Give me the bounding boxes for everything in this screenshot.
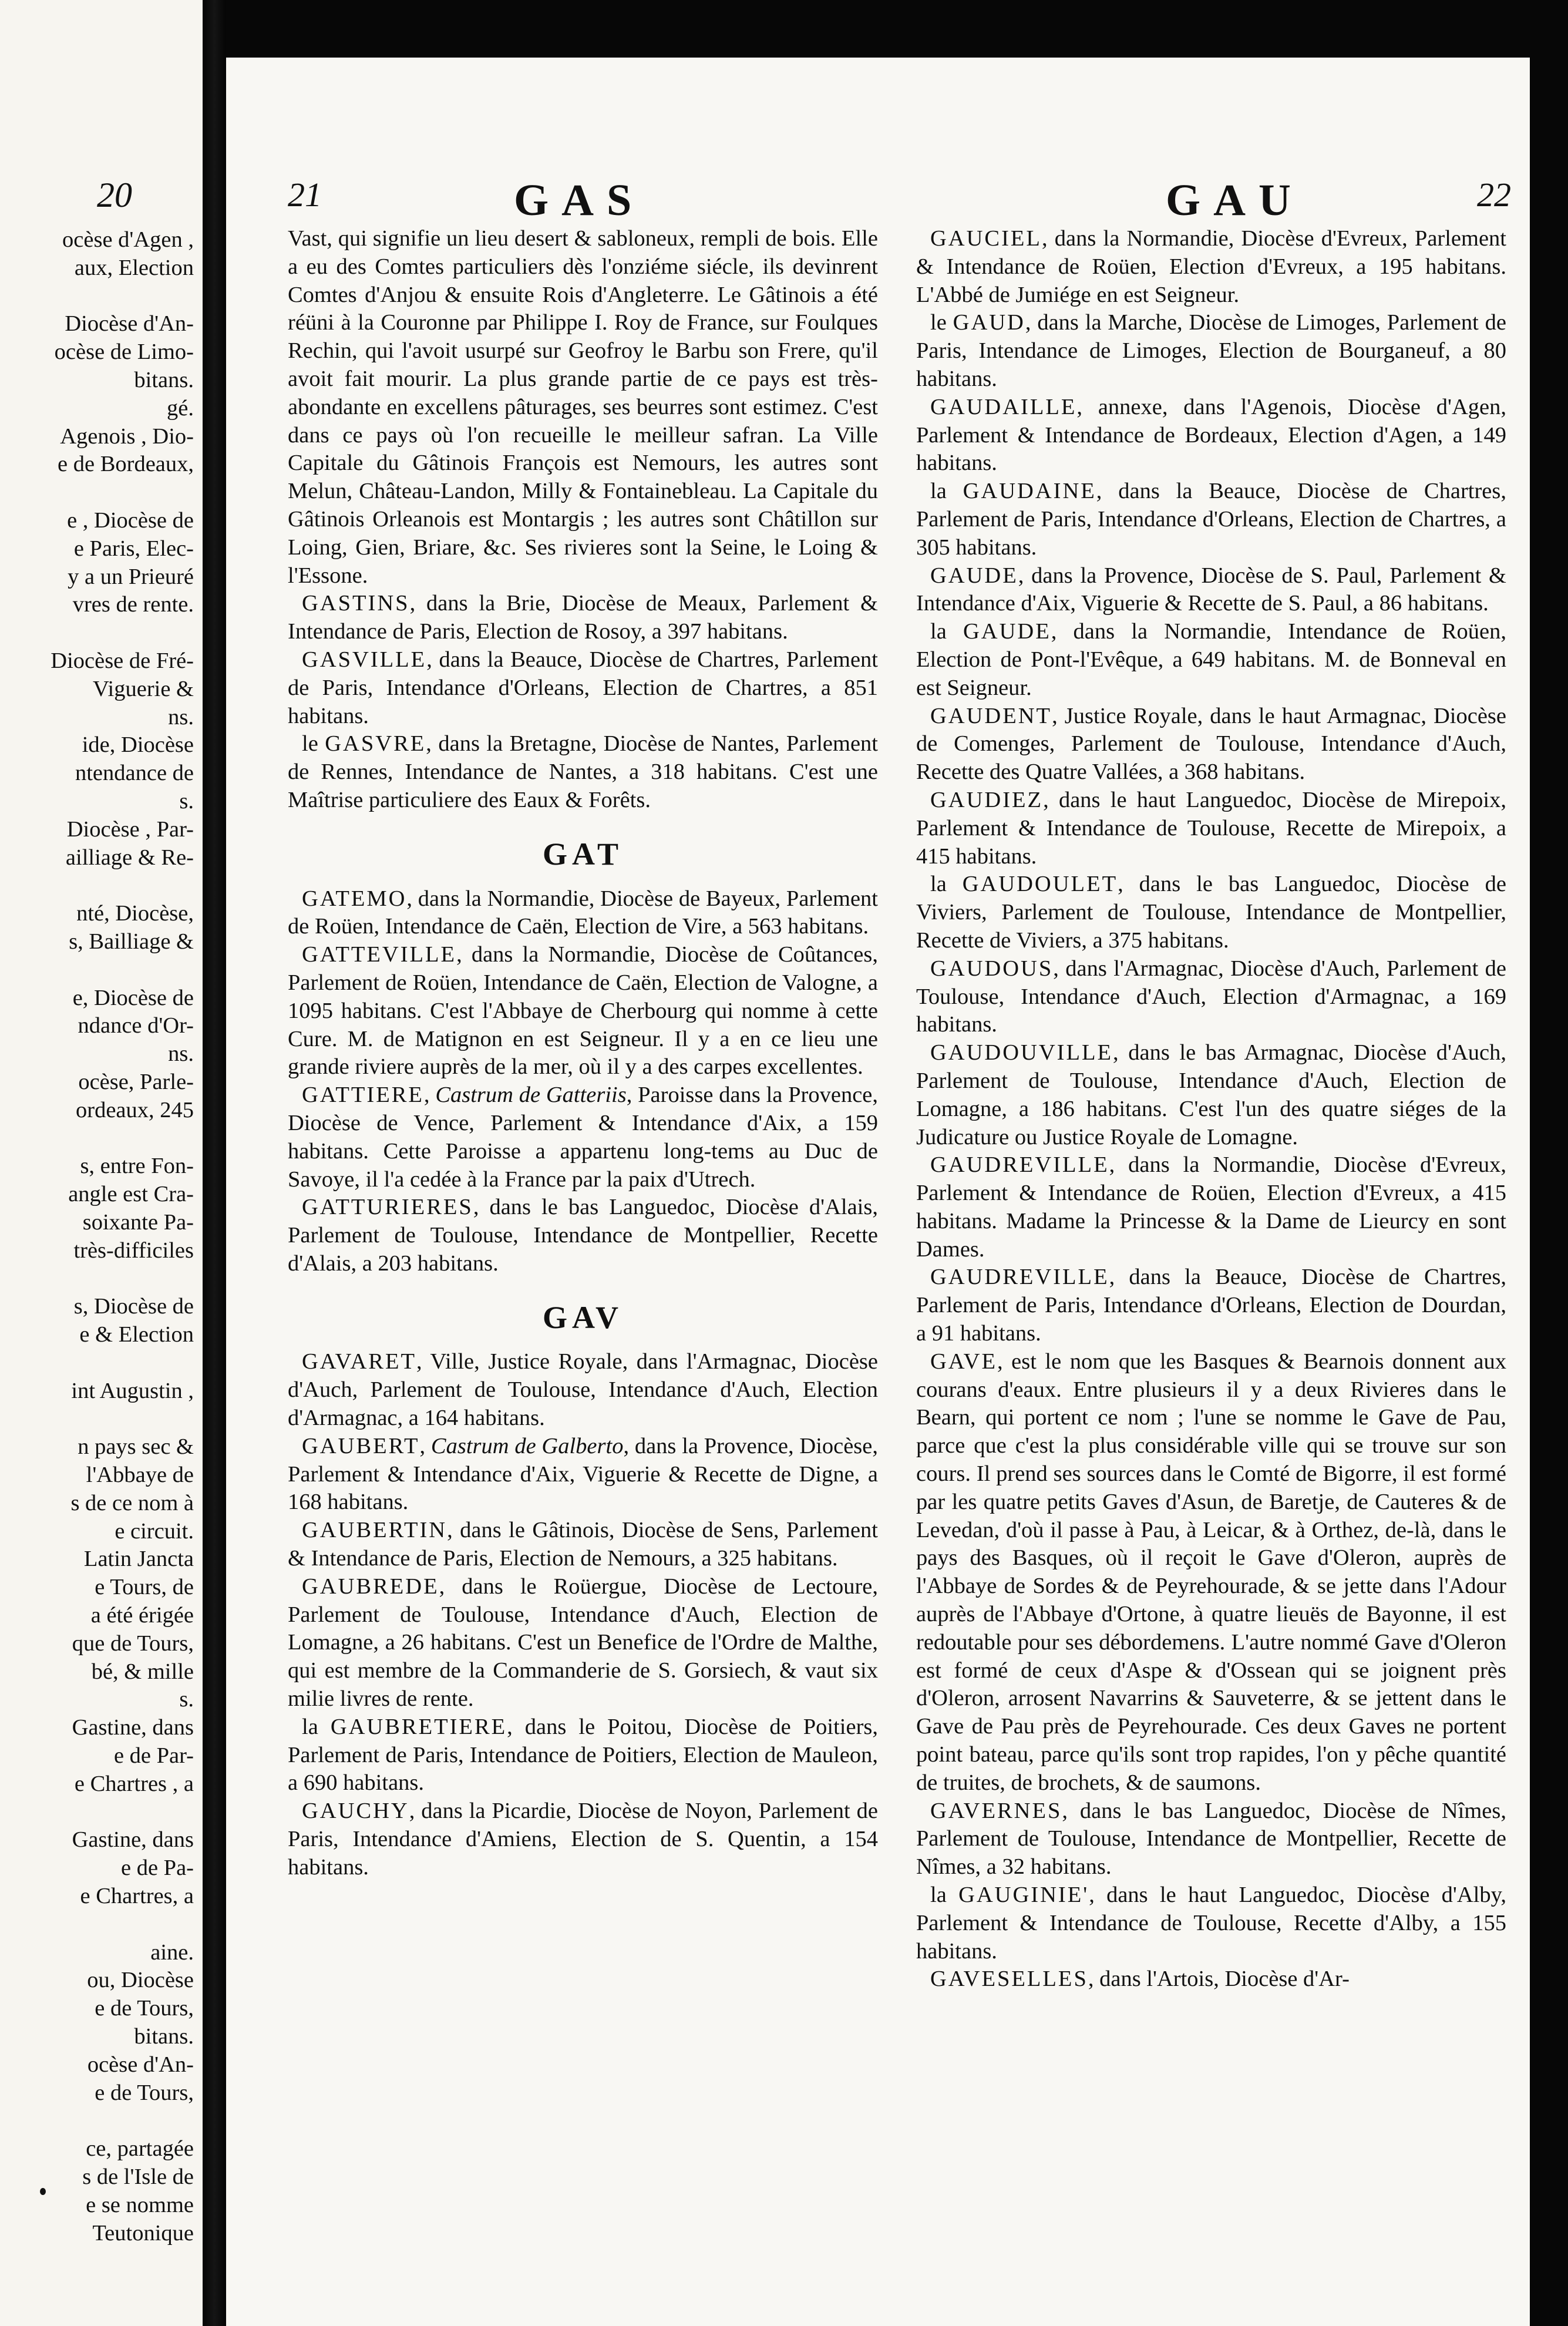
left-page-line: ordeaux, 245	[76, 1097, 194, 1122]
left-page-line: aux, Election	[74, 255, 194, 280]
entry-text: , annexe, dans l'Agenois, Diocèse d'Agen, Parlement & Intendance de Bordeaux, Election d'Agen, a 149 habitans.	[916, 394, 1506, 476]
left-page-line	[0, 2107, 194, 2135]
entry-headword: GAUDE	[930, 563, 1018, 588]
left-page-line: ou, Diocèse	[87, 1968, 194, 1993]
entry-headword: GAVERNES	[930, 1798, 1062, 1823]
left-page-line	[0, 1799, 194, 1827]
left-page-line: e & Election	[79, 1322, 194, 1347]
dictionary-entry	[916, 618, 1506, 702]
left-page-line: e Chartres, a	[80, 1884, 194, 1909]
left-page-line: ce, partagée	[86, 2136, 194, 2162]
left-page-line	[0, 1405, 194, 1433]
entry-headword: GAUGINIE'	[958, 1883, 1089, 1908]
entry-article: la	[930, 1883, 959, 1908]
left-page-line: ocèse, Parle-	[78, 1069, 194, 1094]
dictionary-entry	[288, 1348, 878, 1432]
left-page-line	[0, 479, 194, 507]
entry-text: , dans le bas Languedoc, Diocèse de Viviers, Parlement de Toulouse, Intendance de Montpellier, Recette de Viviers, a 375 habitans.	[916, 872, 1506, 953]
right-entries	[916, 225, 1506, 1994]
entry-headword: GAUDIEZ	[930, 787, 1044, 812]
dictionary-entry	[916, 1348, 1506, 1797]
entry-text: , dans la Marche, Diocèse de Limoges, Parlement de Paris, Intendance de Limoges, Election de Bourganeuf, a 80 habitans.	[916, 310, 1506, 391]
intro-paragraph	[288, 225, 878, 590]
left-page-fragment	[0, 0, 203, 2326]
left-page-line: s, Diocèse de	[73, 1294, 194, 1319]
left-page-line: e Paris, Elec-	[73, 536, 194, 561]
entry-text: , dans la Normandie, Diocèse de Coûtances, Parlement de Roüen, Intendance de Caën, Election de Valogne, a 1095 habitans. C'est l'Abbaye de Cherbourg qui nomme à cette Cure. M. de Matignon en est Seigneur. Il y a en ce lieu une grande riviere auprès de la mer, où il y a des carpes excellentes.	[288, 942, 878, 1080]
entry-headword: GAUDREVILLE	[930, 1152, 1109, 1178]
left-page-line: Diocèse d'An-	[65, 311, 194, 337]
left-page-line	[0, 283, 194, 311]
running-head-gau: GAU	[1166, 176, 1304, 225]
entry-text: , dans la Beauce, Diocèse de Chartres, Parlement de Paris, Intendance d'Orleans, Election de Chartres, a 305 habitans.	[916, 479, 1506, 560]
left-page-line: y a un Prieuré	[68, 564, 194, 589]
entry-headword: GAUDAINE	[963, 479, 1096, 504]
left-page-line: s de ce nom à	[70, 1490, 194, 1515]
dictionary-entry	[916, 1263, 1506, 1347]
dictionary-entry	[916, 870, 1506, 954]
left-page-line: e Chartres , a	[74, 1771, 194, 1796]
section-heading-gav: GAV	[542, 1299, 624, 1335]
section-heading-gat: GAT	[542, 836, 623, 872]
left-page-line: e circuit.	[115, 1518, 194, 1544]
left-page-line: e se nomme	[86, 2192, 194, 2217]
dictionary-entry	[916, 1965, 1506, 1994]
left-page-line	[0, 956, 194, 984]
left-page-line: e de Tours,	[95, 1996, 194, 2021]
entry-text: , dans la Normandie, Diocèse d'Evreux, Parlement & Intendance de Roüen, Election d'Evreux, a 195 habitans. L'Abbé de Jumiége en est Seigneur.	[916, 226, 1506, 307]
entry-headword: GAUDENT	[930, 703, 1052, 728]
entry-text: , est le nom que les Basques & Bearnois donnent aux courans d'eaux. Entre plusieurs il y a deux Rivieres dans le Bearn, qui portent ce nom ; l'une se nomme le Gave de Pau, parce que c'est la plus considérable ville qui se trouve sur son cours. Il prend ses sources dans le Comté de Bigorre, il est formé par les quatre petits Gaves d'Asun, de Baretje, de Cauteres & de Levedan, d'où il passe à Pau, à Leicar, & à Orthez, de-là, dans le pays des Basques, où il reçoit le Gave d'Oleron, auprès de l'Abbaye de Sordes & de Peyrehourade, & se jette dans l'Adour auprès de l'Abbaye d'Ortone, à quatre lieuës de Bayonne, il est redoutable pour ses débordemens. L'autre nommé Gave d'Oleron est formé de ceux d'Aspe & d'Ossean qui se joignent près d'Oleron, arrosent Navarrins & Sauveterre, & se jettent dans le Gave de Pau près de Peyrehourade. Ces deux Gaves ne portent point bateau, parce qu'ils sont trop rapides, l'on y pêche quantité de truites, de brochets, & de saumons.	[916, 1349, 1506, 1795]
entry-text: , dans la Brie, Diocèse de Meaux, Parlement & Intendance de Paris, Election de Rosoy, a 397 habitans.	[288, 591, 878, 644]
dictionary-entry	[916, 1039, 1506, 1151]
entry-text: , dans le haut Languedoc, Diocèse d'Alby, Parlement & Intendance de Toulouse, Recette d'Alby, a 155 habitans.	[916, 1883, 1506, 1964]
gav-entries	[288, 1348, 878, 1881]
left-page-line: ocèse d'Agen ,	[62, 227, 194, 252]
dictionary-entry	[288, 1194, 878, 1278]
dictionary-entry	[288, 1573, 878, 1713]
left-page-line: Diocèse de Fré-	[51, 648, 194, 673]
entry-text: , Justice Royale, dans le haut Armagnac, Diocèse de Comenges, Parlement de Toulouse, Intendance d'Auch, Recette des Quatre Vallées, a 368 habitans.	[916, 703, 1506, 785]
left-page-line: s.	[179, 1687, 194, 1712]
entry-article: la	[930, 479, 963, 504]
entry-headword: GAUDE	[963, 619, 1051, 644]
dictionary-entry	[916, 309, 1506, 393]
entry-headword: GAVE	[930, 1349, 997, 1374]
dictionary-entry	[288, 646, 878, 730]
entry-headword: GAUBERTIN	[302, 1518, 447, 1543]
left-page-number: 20	[97, 176, 132, 214]
left-page-line: très-difficiles	[73, 1238, 194, 1263]
dictionary-entry	[288, 885, 878, 942]
left-page-line: e Tours, de	[95, 1575, 194, 1600]
entry-text: , dans la Bretagne, Diocèse de Nantes, Parlement de Rennes, Intendance de Nantes, a 318 habitans. C'est une Maîtrise particuliere des Eaux & Forêts.	[288, 731, 878, 812]
left-page-line: bitans.	[134, 367, 194, 392]
left-page-line: ocèse de Limo-	[54, 340, 194, 365]
entry-headword: GAVESELLES	[930, 1967, 1088, 1992]
entry-headword: GAUDOUVILLE	[930, 1040, 1113, 1065]
left-page-line: gé.	[167, 395, 194, 421]
left-page-line	[0, 1265, 194, 1293]
left-page-line: Gastine, dans	[72, 1715, 194, 1740]
entry-headword: GATTURIERES	[302, 1195, 473, 1220]
entry-headword: GATTEVILLE	[302, 942, 457, 967]
dictionary-entry	[288, 1797, 878, 1881]
left-page-line: Teutonique	[92, 2220, 194, 2246]
left-page-line	[0, 872, 194, 900]
entry-headword: GAUD	[953, 310, 1025, 335]
left-page-line	[0, 1125, 194, 1153]
left-page-line: aine.	[150, 1940, 194, 1965]
entry-text: , dans la Provence, Diocèse, Parlement & Intendance d'Aix, Viguerie & Recette de Digne, a 168 habitans.	[288, 1433, 879, 1515]
left-page-line: Latin Jancta	[83, 1547, 194, 1572]
entry-text: , dans le bas Languedoc, Diocèse de Nîmes, Parlement de Toulouse, Intendance de Montpellier, Recette de Nîmes, a 32 habitans.	[916, 1798, 1506, 1880]
right-page	[226, 58, 1530, 2326]
dictionary-entry	[916, 478, 1506, 562]
left-page-line: int Augustin ,	[71, 1378, 194, 1403]
entry-headword: GAUDOUS	[930, 956, 1054, 981]
right-column	[916, 225, 1506, 1994]
left-page-text	[0, 226, 194, 2247]
left-page-line: soixante Pa-	[82, 1209, 194, 1235]
left-page-line: a été érigée	[90, 1603, 194, 1628]
dictionary-entry	[288, 941, 878, 1081]
entry-text: , dans le Gâtinois, Diocèse de Sens, Parlement & Intendance de Paris, Election de Nemours, a 325 habitans.	[288, 1518, 878, 1571]
running-head-gas: GAS	[514, 176, 645, 225]
entry-headword: GAUDAILLE	[930, 394, 1077, 419]
entry-headword: GAUBERT	[302, 1433, 420, 1458]
dictionary-entry	[916, 955, 1506, 1039]
entry-headword: GASTINS	[302, 591, 410, 616]
left-page-line: ndance d'Or-	[78, 1013, 194, 1038]
left-page-line: e de Bordeaux,	[58, 452, 194, 477]
dictionary-entry	[288, 590, 878, 646]
dictionary-entry	[288, 1713, 878, 1797]
dictionary-entry: GATTIERE, Castrum de Gatteriis, Paroisse dans la Provence, Diocèse de Vence, Parlement & Intendance d'Aix, a 159 habitans. Cette Paroisse a appartenu long-tems au Duc de Savoye, il l'a cedée à la France par la paix d'Utrech.	[288, 1083, 878, 1192]
entry-text: , Ville, Justice Royale, dans l'Armagnac, Diocèse d'Auch, Parlement de Toulouse, Intendance d'Auch, Election d'Armagnac, a 164 habitans.	[288, 1349, 878, 1431]
dictionary-entry: GAUBERT, Castrum de Galberto, dans la Provence, Diocèse, Parlement & Intendance d'Aix, Viguerie & Recette de Digne, a 168 habitans.	[288, 1433, 879, 1515]
left-page-line: Agenois , Dio-	[60, 423, 194, 449]
left-page-line: que de Tours,	[72, 1631, 194, 1656]
entry-headword: GAUDOULET	[962, 872, 1118, 897]
entry-text: , dans le haut Languedoc, Diocèse de Mirepoix, Parlement & Intendance de Toulouse, Recette de Mirepoix, a 415 habitans.	[916, 787, 1506, 869]
left-page-line: Diocèse , Par-	[66, 816, 194, 842]
left-page-line: ntendance de	[75, 761, 194, 786]
entry-text: , dans le bas Armagnac, Diocèse d'Auch, Parlement de Toulouse, Intendance d'Auch, Election de Lomagne, a 186 habitans. C'est l'un des quatre siéges de la Judicature ou Justice Royale de Lomagne.	[916, 1040, 1506, 1149]
dictionary-entry	[916, 786, 1506, 870]
left-page-line: l'Abbaye de	[86, 1463, 194, 1488]
page-number-22: 22	[1477, 176, 1511, 214]
entry-headword: GATEMO	[302, 886, 407, 911]
entry-headword: GASVILLE	[302, 647, 427, 672]
ink-spot	[40, 2188, 46, 2195]
left-page-line: Gastine, dans	[72, 1827, 194, 1853]
left-page-line: ns.	[168, 704, 194, 730]
entry-headword: GAUCIEL	[930, 226, 1042, 251]
left-page-line: e de Pa-	[121, 1856, 194, 1881]
entry-text: , dans le Poitou, Diocèse de Poitiers, Parlement de Paris, Intendance de Poitiers, Election de Mauleon, a 690 habitans.	[288, 1714, 879, 1796]
left-page-line: bitans.	[134, 2024, 194, 2049]
dictionary-entry	[916, 1797, 1506, 1881]
dictionary-entry	[916, 1881, 1506, 1965]
left-page-line: nté, Diocèse,	[76, 901, 194, 926]
entry-headword: GAUDREVILLE	[930, 1265, 1109, 1290]
entry-text: , dans la Normandie, Diocèse d'Evreux, Parlement & Intendance de Roüen, Election d'Evreux, a 415 habitans. Madame la Princesse & la Dame de Lieurcy en sont Dames.	[916, 1152, 1506, 1262]
page-number-21: 21	[288, 176, 322, 214]
entry-text: , dans le bas Languedoc, Diocèse d'Alais, Parlement de Toulouse, Intendance de Montpellier, Recette d'Alais, a 203 habitans.	[288, 1195, 878, 1276]
left-page-line: ailliage & Re-	[65, 845, 194, 870]
left-page-line: ide, Diocèse	[82, 732, 194, 758]
left-page-line: bé, & mille	[91, 1659, 194, 1684]
entry-text: , dans l'Artois, Diocèse d'Ar-	[1088, 1967, 1350, 1992]
dictionary-entry	[288, 730, 878, 814]
entry-article: la	[930, 872, 963, 897]
entry-latin-name: Castrum de Gatteriis	[435, 1083, 627, 1108]
book-gutter	[203, 0, 226, 2326]
dictionary-entry	[916, 394, 1506, 478]
left-page-line	[0, 619, 194, 647]
left-page-line: ns.	[168, 1041, 194, 1067]
left-page-line: s, Bailliage &	[69, 929, 194, 954]
left-page-line: angle est Cra-	[68, 1182, 194, 1207]
gat-entries	[288, 885, 878, 1278]
entry-text: , dans la Picardie, Diocèse de Noyon, Parlement de Paris, Intendance d'Amiens, Election de S. Quentin, a 154 habitans.	[288, 1799, 878, 1880]
entry-headword: GAVARET	[302, 1349, 417, 1374]
dictionary-entry	[916, 562, 1506, 619]
entry-headword: GASVRE	[325, 731, 426, 757]
entry-text: , dans la Normandie, Intendance de Roüen, Election de Pont-l'Evêque, a 649 habitans. M. de Bonneval en est Seigneur.	[916, 619, 1506, 700]
left-page-line	[0, 1349, 194, 1377]
entry-text: , dans la Normandie, Diocèse de Bayeux, Parlement de Roüen, Intendance de Caën, Election de Vire, a 563 habitans.	[288, 886, 878, 939]
entry-text: , Paroisse dans la Provence, Diocèse de Vence, Parlement & Intendance d'Aix, a 159 habitans. Cette Paroisse a appartenu long-tems au Duc de Savoye, il l'a cedée à la France par la paix d'Utrech.	[288, 1083, 878, 1192]
left-page-line: e, Diocèse de	[72, 985, 194, 1010]
entry-text: , dans l'Armagnac, Diocèse d'Auch, Parlement de Toulouse, Intendance d'Auch, Election d'Armagnac, a 169 habitans.	[916, 956, 1506, 1037]
dictionary-entry	[916, 702, 1506, 786]
entry-text: , dans la Beauce, Diocèse de Chartres, Parlement de Paris, Intendance d'Orleans, Election de Chartres, a 851 habitans.	[288, 647, 878, 728]
entry-article: le	[302, 731, 325, 757]
dictionary-entry	[916, 1151, 1506, 1263]
left-page-line	[0, 1911, 194, 1939]
intro-text: Vast, qui signifie un lieu desert & sabloneux, rempli de bois. Elle a eu des Comtes particuliers dès l'onziéme siécle, ils devinrent Comtes d'Anjou & ensuite Rois d'Angleterre. Le Gâtinois a été réüni à la Couronne par Philippe I. Roy de France, sur Foulques Rechin, qui l'avoit usurpé sur Geofroy le Barbu son Frere, qu'il avoit fait mourir. La plus grande partie de ce pays est très-abondante en excellens pâturages, ses beurres sont estimez. C'est dans ce pays où l'on recueille le meilleur safran. La Ville Capitale du Gâtinois François est Nemours, les autres sont Melun, Château-Landon, Milly & Fontainebleau. La Capitale du Gâtinois Orleanois est Montargis ; les autres sont Châtillon sur Loing, Gien, Briare, &c. Ses rivieres sont la Seine, le Loing & l'Essone.	[288, 226, 878, 588]
left-page-line: e de Par-	[113, 1743, 194, 1769]
entry-text: , dans la Beauce, Diocèse de Chartres, Parlement de Paris, Intendance d'Orleans, Election de Dourdan, a 91 habitans.	[916, 1265, 1506, 1346]
entry-headword: GAUBRETIERE	[330, 1714, 507, 1739]
left-page-line: vres de rente.	[72, 592, 194, 617]
dictionary-entry	[288, 1517, 878, 1573]
left-page-line: ocèse d'An-	[87, 2052, 194, 2077]
left-page-line: n pays sec &	[78, 1434, 194, 1460]
left-page-line: e , Diocèse de	[67, 507, 194, 533]
left-page-line: s de l'Isle de	[82, 2164, 194, 2189]
entry-headword: GAUBREDE	[302, 1574, 439, 1599]
entry-headword: GATTIERE	[302, 1083, 424, 1108]
left-page-line: e de Tours,	[95, 2080, 194, 2105]
entry-headword: GAUCHY	[302, 1799, 409, 1824]
left-page-line: s, entre Fon-	[80, 1154, 194, 1179]
left-page-line: s.	[179, 788, 194, 814]
dictionary-entry	[916, 225, 1506, 309]
entry-article: la	[302, 1714, 331, 1739]
left-page-line: Viguerie &	[93, 676, 194, 701]
entry-text: , dans le Roüergue, Diocèse de Lectoure, Parlement de Toulouse, Intendance d'Auch, Election de Lomagne, a 26 habitans. C'est un Benefice de l'Ordre de Malthe, qui est membre de la Commanderie de S. Gorsiech, & vaut six milie livres de rente.	[288, 1574, 878, 1712]
entry-latin-name: Castrum de Galberto	[430, 1433, 624, 1458]
entry-article: la	[930, 619, 963, 644]
entry-article: le	[930, 310, 953, 335]
gas-entries	[288, 590, 878, 814]
left-column	[288, 225, 878, 1882]
entry-text: , dans la Provence, Diocèse de S. Paul, Parlement & Intendance d'Aix, Viguerie & Recette de S. Paul, a 86 habitans.	[916, 563, 1506, 616]
